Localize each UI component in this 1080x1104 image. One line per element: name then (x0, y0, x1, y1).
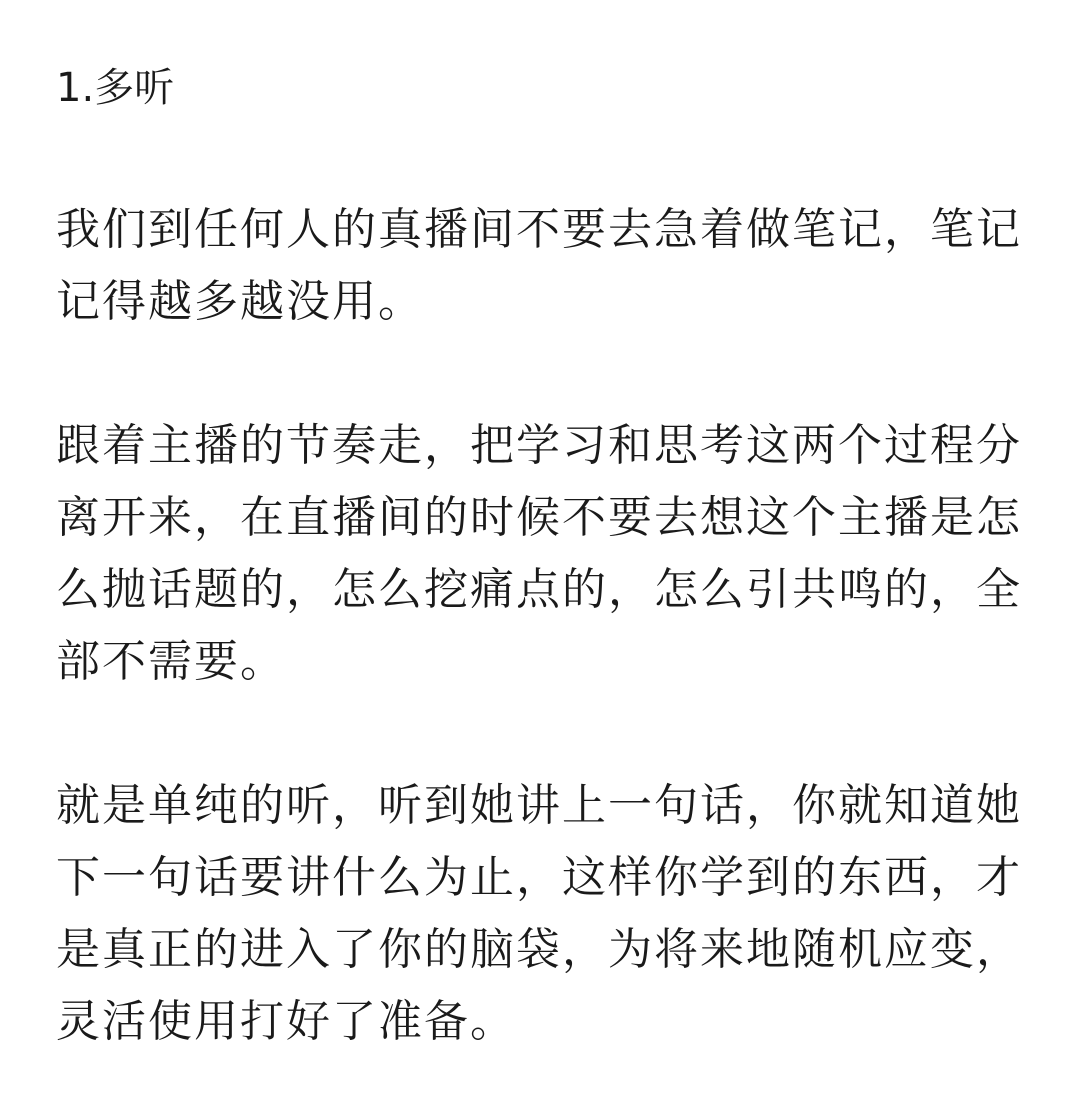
paragraph-1: 我们到任何人的真播间不要去急着做笔记，笔记记得越多越没用。 (56, 204, 1022, 327)
paragraph-3: 就是单纯的听，听到她讲上一句话，你就知道她下一句话要讲什么为止，这样你学到的东西，才是真正的进入了你的脑袋，为将来地随机应变，灵活使用打好了准备。 (56, 780, 1022, 1047)
section-heading: 1.多听 (56, 65, 175, 111)
paragraph-2: 跟着主播的节奏走，把学习和思考这两个过程分离开来，在直播间的时候不要去想这个主播是怎么抛话题的，怎么挖痛点的，怎么引共鸣的，全部不需要。 (56, 420, 1022, 687)
article-body (56, 56, 1032, 1058)
